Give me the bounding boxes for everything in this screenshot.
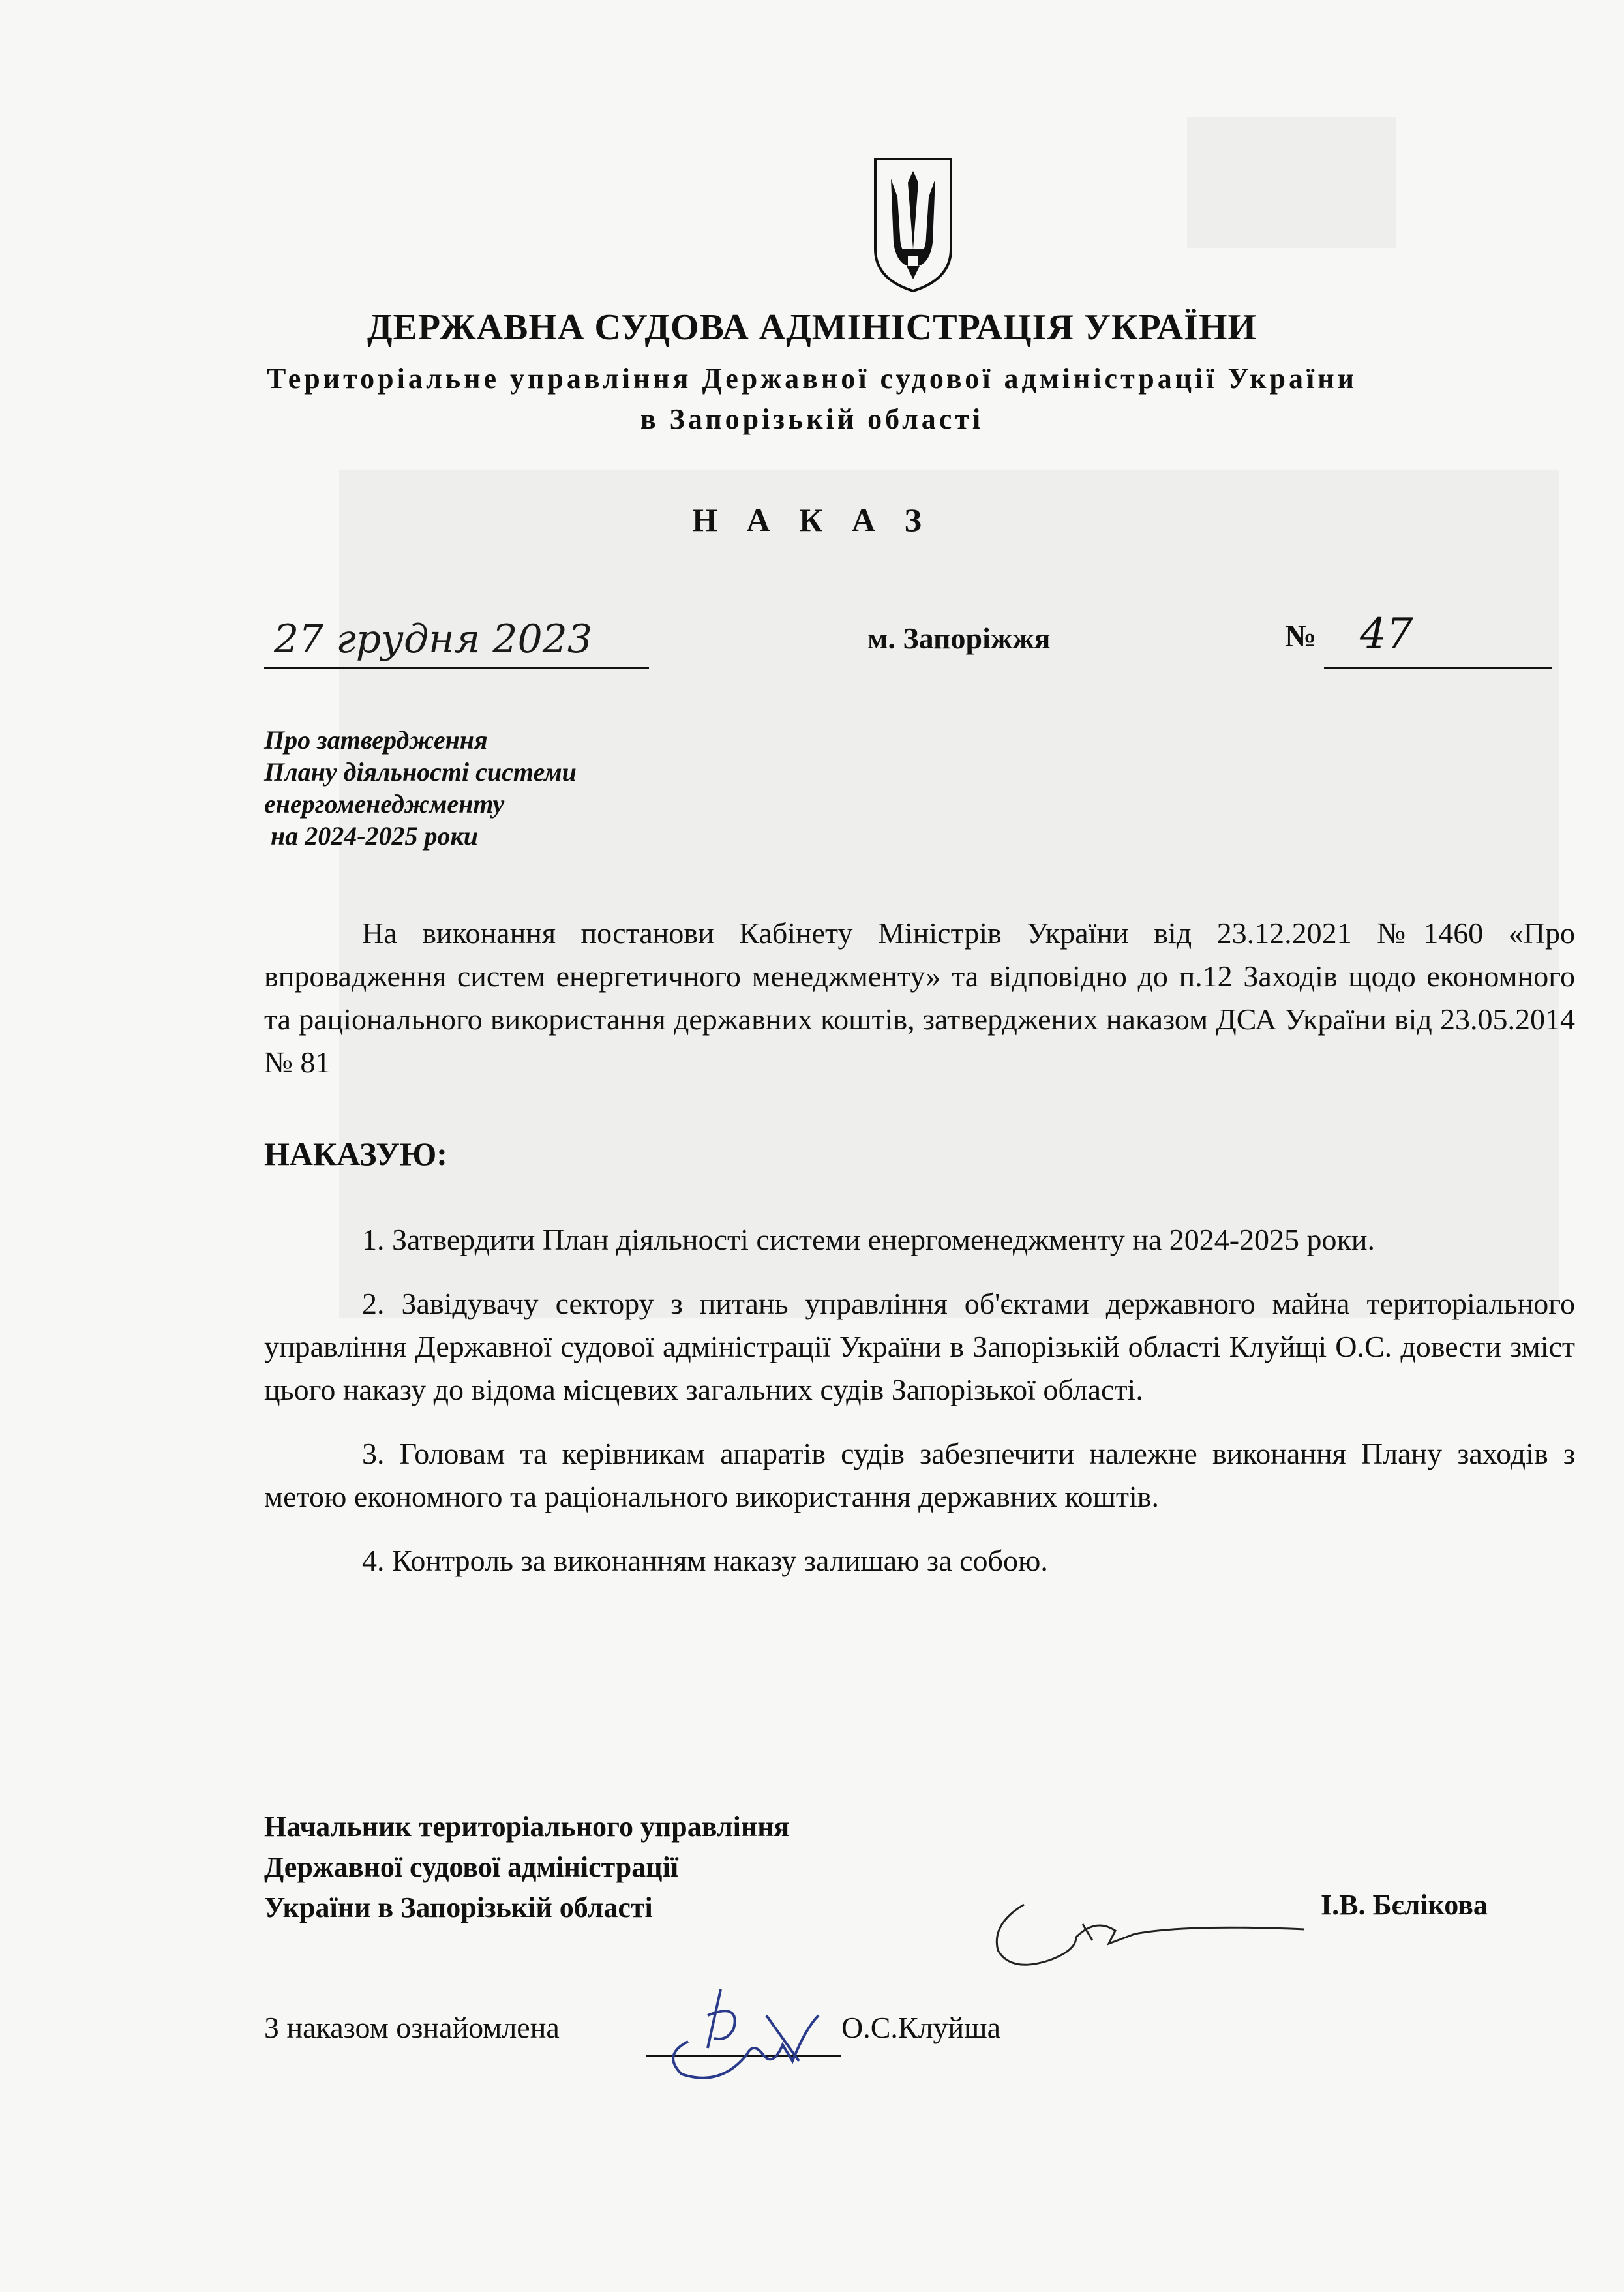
acknowledgement-name: О.С.Клуйша (841, 2011, 1000, 2044)
subject-line: Плану діяльності системи (264, 757, 577, 787)
order-item: 3. Головам та керівникам апаратів судів забезпечити належне виконання Плану заходів з метою економного та раціонального використання державних коштів. (264, 1437, 1575, 1513)
order-number: 47 (1360, 610, 1413, 658)
number-underline (1324, 667, 1552, 669)
department-name-line1: Територіальне управління Державної судової адміністрації України (267, 363, 1357, 395)
subject-line: на 2024-2025 роки (264, 821, 479, 851)
coat-of-arms-icon (867, 151, 959, 295)
agency-name: ДЕРЖАВНА СУДОВА АДМІНІСТРАЦІЯ УКРАЇНИ (367, 307, 1257, 348)
bleed-through-table (339, 470, 1559, 1318)
acknowledgement-signature (642, 1976, 838, 2100)
order-item: 2. Завідувачу сектору з питань управління об'єктами державного майна територіального управління Державної судової адміністрації України в Запорізькій області Клуйщі О.С. довести зміст цього наказу до відома місцевих загальних судів Запорізької області. (264, 1287, 1575, 1406)
order-item: 1. Затвердити План діяльності системи енергоменеджменту на 2024-2025 роки. (362, 1223, 1376, 1256)
signatory-position-line: України в Запорізькій області (264, 1892, 653, 1923)
order-keyword: НАКАЗУЮ: (264, 1136, 447, 1172)
signatory-position-line: Державної судової адміністрації (264, 1851, 679, 1883)
document-title: Н А К А З (692, 502, 932, 538)
order-city: м. Запоріжжя (867, 622, 1051, 655)
preamble-text: На виконання постанови Кабінету Міністрів України від 23.12.2021 №1460 «Про впровадження систем енергетичного менеджменту» та відповідно до п.12 Заходів щодо економного та раціонального використання державних коштів, затверджених наказом ДСА України від 23.05.2014 № 81 (264, 916, 1575, 1079)
order-item: 4. Контроль за виконанням наказу залишаю за собою. (362, 1544, 1048, 1577)
signatory-name: І.В. Бєлікова (1321, 1889, 1488, 1921)
preamble (264, 912, 1575, 1084)
date-underline (264, 667, 649, 669)
order-subject (264, 724, 577, 852)
acknowledgement-label: З наказом ознайомлена (264, 2011, 560, 2044)
head-signature (978, 1878, 1317, 1983)
order-number-label: № (1285, 619, 1317, 654)
department-name-line2: в Запорізькій області (640, 403, 984, 435)
order-date: 27 грудня 2023 (274, 616, 592, 662)
subject-line: енергоменеджменту (264, 789, 505, 819)
signatory-position-line: Начальник територіального управління (264, 1811, 790, 1843)
signatory-position (264, 1807, 789, 1928)
subject-line: Про затвердження (264, 725, 488, 755)
order-items (264, 1218, 1575, 1603)
bleed-through-stamp (1187, 117, 1396, 248)
